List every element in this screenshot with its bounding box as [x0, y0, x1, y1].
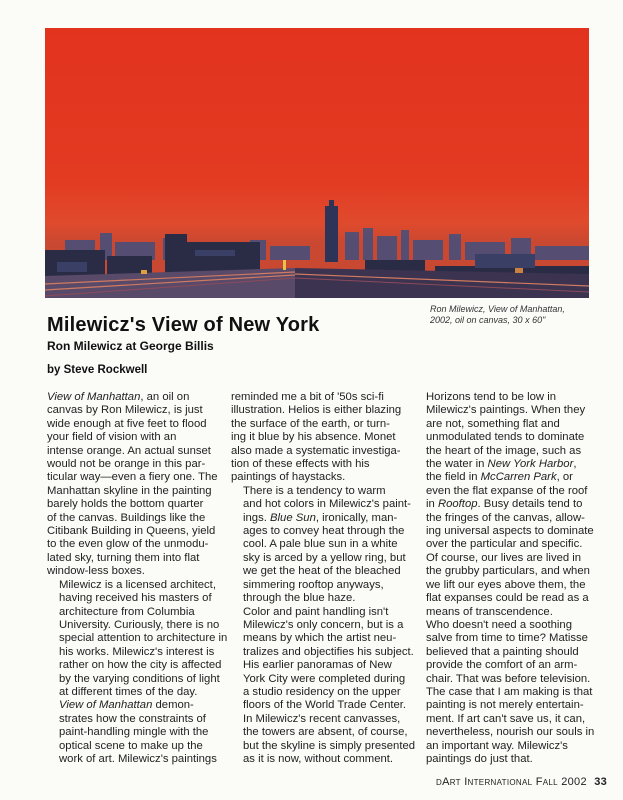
- text-line: [47, 391, 220, 404]
- text-line: [414, 538, 587, 551]
- page-number: 33: [594, 776, 608, 788]
- text-run: lated sky, turning them into flat: [47, 551, 200, 564]
- text-run: but the skyline is simply presented: [243, 739, 416, 752]
- text-line: [414, 552, 587, 565]
- text-line: [47, 485, 220, 498]
- text-run: the grubby particulars, and when: [426, 565, 590, 578]
- text-run: the water in: [426, 458, 488, 471]
- text-line: [47, 471, 220, 484]
- text-line: [231, 645, 414, 659]
- text-line: [47, 538, 220, 551]
- text-line: [414, 632, 587, 645]
- text-line: [47, 404, 220, 417]
- text-run: your field of vision with an: [47, 431, 177, 444]
- text-run: York City were completed during: [243, 672, 406, 685]
- text-run: in: [426, 498, 438, 511]
- article-byline: by Steve Rockwell: [47, 364, 148, 376]
- italic-title: Rooftop: [437, 498, 478, 511]
- magazine-name: dArt International: [436, 776, 533, 788]
- text-run: His earlier panoramas of New: [243, 659, 392, 672]
- text-line: [231, 753, 404, 766]
- text-run: Milewicz is a licensed architect,: [59, 578, 216, 591]
- text-run: we lift our eyes above them, the: [426, 578, 586, 591]
- text-line: [231, 699, 407, 712]
- text-line: [231, 525, 404, 538]
- text-line: [47, 659, 220, 672]
- text-line: [47, 592, 220, 605]
- text-line: [231, 471, 404, 484]
- text-line: [414, 445, 587, 458]
- text-line: [47, 740, 220, 753]
- text-run: the heart of the image, such as: [426, 444, 582, 457]
- text-run: architecture from Columbia: [59, 605, 195, 618]
- text-run: the fringes of the canvas, allow-: [426, 511, 585, 524]
- text-line: [231, 445, 404, 458]
- text-line: [231, 391, 404, 404]
- text-run: strates how the constraints of: [59, 712, 206, 725]
- text-run: intense orange. An actual sunset: [47, 444, 211, 457]
- text-line: [414, 592, 587, 605]
- text-line: [47, 445, 220, 458]
- text-line: [47, 458, 220, 471]
- text-run: Manhattan skyline in the painting: [47, 484, 212, 497]
- text-line: [47, 579, 220, 592]
- text-line: [47, 431, 220, 444]
- text-run: to the even glow of the unmodu-: [47, 538, 209, 551]
- text-run: , or: [556, 471, 573, 484]
- paragraph: [47, 391, 220, 579]
- text-run: window-less boxes.: [47, 565, 145, 578]
- text-run: illustration. Helios is either blazing: [231, 404, 402, 417]
- text-run: also made a systematic investiga-: [231, 444, 401, 457]
- text-run: demon-: [152, 699, 194, 712]
- text-line: [414, 418, 587, 431]
- text-run: sky is arced by a yellow ring, but: [243, 551, 406, 564]
- text-line: [47, 726, 220, 739]
- italic-title: Blue Sun: [270, 511, 316, 524]
- paragraph: [231, 484, 411, 606]
- text-run: Color and paint handling isn't: [243, 605, 389, 618]
- text-line: [414, 713, 587, 726]
- text-line: [231, 726, 408, 739]
- text-line: [414, 753, 587, 766]
- text-line: [47, 565, 220, 578]
- text-run: of the canvas. Buildings like the: [47, 511, 206, 524]
- text-line: [414, 471, 587, 484]
- text-run: ings.: [243, 511, 271, 524]
- text-run: over the particular and specific.: [426, 538, 583, 551]
- text-line: [231, 512, 404, 525]
- paragraph: [414, 391, 594, 619]
- text-run: means of transcendence.: [426, 605, 553, 618]
- text-run: Citibank Building in Queens, yield: [47, 525, 216, 538]
- text-run: paintings of haystacks.: [231, 471, 346, 484]
- text-run: simmering rooftop anyways,: [243, 578, 384, 591]
- text-run: would not be orange in this par-: [47, 458, 206, 471]
- text-line: [414, 726, 595, 739]
- text-line: [231, 606, 404, 619]
- text-run: paint-handling mingle with the: [59, 726, 209, 739]
- text-run: University. Curiously, there is no: [59, 618, 220, 631]
- text-run: we get the heat of the bleached: [243, 565, 401, 578]
- text-run: Who doesn't need a soothing: [426, 618, 572, 631]
- text-line: [47, 699, 220, 712]
- article-title: Milewicz's View of New York: [47, 314, 320, 336]
- text-run: rather on how the city is affected: [59, 659, 222, 672]
- text-line: [414, 646, 587, 659]
- text-line: [414, 512, 587, 525]
- text-run: salve from time to time? Matisse: [426, 632, 588, 645]
- text-run: canvas by Ron Milewicz, is just: [47, 404, 203, 417]
- text-run: unmodulated tends to dominate: [426, 431, 585, 444]
- text-line: [414, 672, 591, 686]
- italic-title: View of Manhattan: [47, 391, 141, 403]
- text-run: ticular way—even a fiery one. The: [47, 471, 218, 484]
- issue-date: Fall 2002: [535, 776, 587, 788]
- text-line: [231, 739, 416, 753]
- caption-line: 2002, oil on canvas, 30 x 60": [430, 315, 546, 325]
- text-run: barely holds the bottom quarter: [47, 498, 204, 511]
- text-run: optical scene to make up the: [59, 739, 203, 752]
- article-subtitle: Ron Milewicz at George Billis: [47, 339, 214, 353]
- text-run: and hot colors in Milewicz's paint-: [243, 498, 411, 511]
- text-run: by the varying conditions of light: [59, 672, 220, 685]
- text-line: [414, 458, 587, 471]
- text-run: ing it blue by his absence. Monet: [231, 431, 396, 444]
- text-run: cool. A pale blue sun in a white: [243, 538, 398, 551]
- text-line: [414, 485, 587, 498]
- text-run: paintings do just that.: [426, 752, 533, 765]
- text-line: [414, 565, 590, 578]
- text-run: . Busy details tend to: [477, 498, 583, 511]
- text-line: [47, 512, 220, 525]
- text-line: [414, 606, 587, 619]
- text-run: ,: [573, 458, 577, 471]
- text-run: ages to convey heat through the: [243, 525, 405, 538]
- text-run: special attention to architecture in: [59, 632, 228, 645]
- text-run: In Milewicz's recent canvasses,: [243, 712, 401, 725]
- text-run: work of art. Milewicz's paintings: [59, 752, 217, 765]
- italic-title: View of Manhattan: [59, 699, 153, 712]
- manhattan-skyline-illustration: [45, 28, 589, 298]
- italic-title: New York Harbor: [487, 458, 574, 471]
- text-line: [47, 552, 220, 565]
- text-line: [231, 458, 404, 471]
- text-line: [47, 686, 220, 699]
- text-line: [231, 673, 404, 686]
- text-run: means by which the artist neu-: [243, 632, 397, 645]
- text-run: ment. If art can't save us, it can,: [426, 712, 586, 725]
- paragraph: [414, 618, 595, 766]
- paragraph: [231, 391, 404, 485]
- text-run: wide enough at five feet to flood: [47, 417, 207, 430]
- text-run: There is a tendency to warm: [243, 484, 386, 497]
- text-line: [231, 431, 404, 444]
- text-run: flat expanses could be read as a: [426, 592, 589, 605]
- text-run: Milewicz's paintings. When they: [426, 404, 586, 417]
- text-run: even the flat expanse of the roof: [426, 484, 588, 497]
- text-run: chair. That was before television.: [426, 672, 591, 685]
- text-line: [414, 431, 587, 444]
- text-line: [231, 498, 411, 511]
- italic-title: McCarren Park: [480, 471, 557, 484]
- text-line: [231, 552, 404, 565]
- text-run: reminded me a bit of '50s sci-fi: [231, 391, 384, 403]
- text-line: [231, 579, 404, 592]
- text-run: the field in: [426, 471, 481, 484]
- text-line: [47, 753, 220, 766]
- text-line: [414, 699, 587, 712]
- text-run: believed that a painting should: [426, 645, 579, 658]
- painting-view-of-manhattan: [45, 28, 589, 298]
- text-line: [414, 659, 587, 672]
- text-line: [414, 740, 587, 753]
- text-line: [231, 659, 404, 672]
- text-line: [231, 404, 404, 417]
- text-line: [414, 685, 593, 699]
- text-line: [47, 646, 220, 659]
- text-line: [231, 485, 404, 498]
- text-line: [47, 418, 220, 431]
- text-run: , an oil on: [140, 391, 190, 403]
- text-line: [414, 404, 587, 417]
- text-column-2: [231, 391, 416, 766]
- text-run: Of course, our lives are lived in: [426, 551, 582, 564]
- page-footer: [436, 776, 607, 788]
- text-line: [231, 619, 404, 632]
- text-run: the towers are absent, of course,: [243, 726, 408, 739]
- text-column-3: [414, 391, 595, 766]
- text-column-1: [47, 391, 228, 766]
- text-line: [414, 391, 587, 404]
- text-line: [231, 565, 404, 578]
- text-run: Horizons tend to be low in: [426, 391, 556, 403]
- text-line: [231, 632, 404, 645]
- text-run: a studio residency on the upper: [243, 685, 401, 698]
- text-run: are not, something flat and: [426, 417, 560, 430]
- text-line: [47, 498, 220, 511]
- text-run: the surface of the earth, or turn-: [231, 417, 390, 430]
- caption-line: Ron Milewicz, View of Manhattan,: [430, 304, 565, 314]
- text-line: [231, 538, 404, 551]
- text-run: provide the comfort of an arm-: [426, 659, 578, 672]
- text-line: [414, 579, 587, 592]
- text-run: having received his masters of: [59, 592, 212, 605]
- paragraph: [231, 605, 416, 767]
- text-line: [47, 673, 220, 686]
- text-run: , ironically, man-: [315, 511, 398, 524]
- painting-caption: [430, 304, 595, 326]
- text-run: an important way. Milewicz's: [426, 739, 568, 752]
- text-line: [414, 619, 587, 632]
- text-run: ing universal aspects to dominate: [426, 525, 594, 538]
- text-line: [47, 619, 220, 632]
- text-line: [231, 592, 404, 605]
- text-line: [414, 525, 594, 538]
- text-run: his works. Milewicz's interest is: [59, 645, 215, 658]
- text-line: [47, 606, 220, 619]
- text-run: through the blue haze.: [243, 592, 356, 605]
- text-line: [414, 498, 587, 511]
- text-run: painting is not merely entertain-: [426, 699, 584, 712]
- text-line: [231, 713, 404, 726]
- text-line: [231, 686, 404, 699]
- text-run: Milewicz's only concern, but is a: [243, 618, 404, 631]
- text-line: [47, 632, 228, 645]
- text-run: nevertheless, nourish our souls in: [426, 726, 595, 739]
- text-run: as it is now, without comment.: [243, 752, 394, 765]
- paragraph: [47, 699, 220, 766]
- text-run: floors of the World Trade Center.: [243, 699, 407, 712]
- text-run: tralizes and objectifies his subject.: [243, 645, 414, 658]
- text-line: [47, 713, 220, 726]
- text-line: [47, 525, 220, 538]
- text-line: [231, 418, 404, 431]
- text-run: at different times of the day.: [59, 685, 198, 698]
- paragraph: [47, 578, 228, 700]
- text-run: tion of these effects with his: [231, 458, 370, 471]
- text-run: The case that I am making is that: [426, 685, 593, 698]
